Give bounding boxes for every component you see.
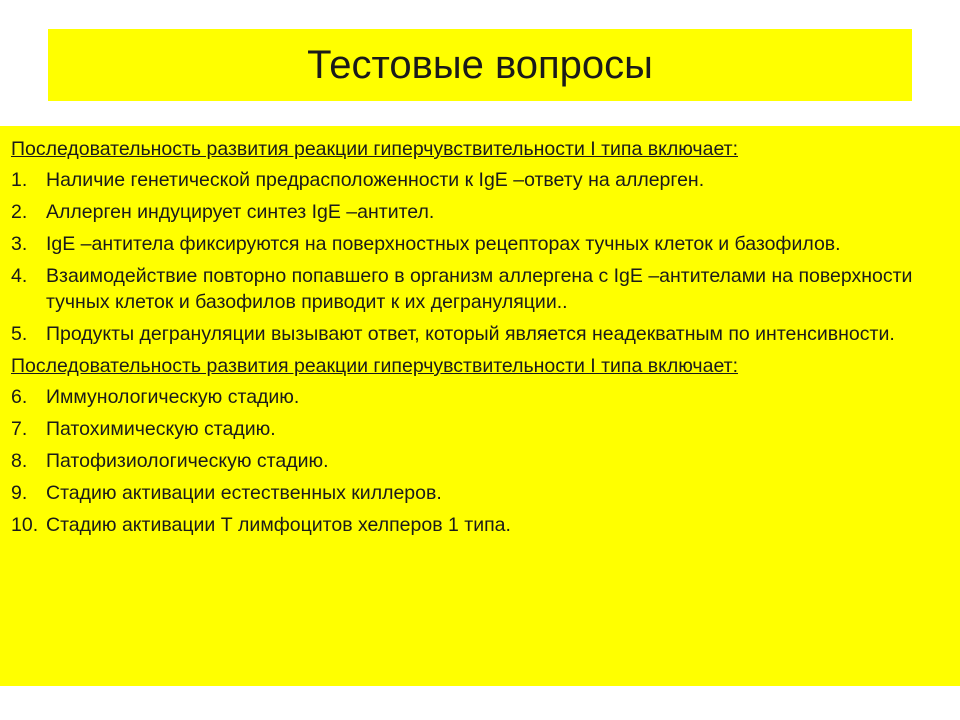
list-item-text: Аллерген индуцирует синтез IgE –антител. [46, 201, 435, 223]
list-item [11, 199, 942, 225]
section-heading-2: Последовательность развития реакции гиперчувствительности I типа включает: [11, 355, 738, 377]
list-item-text: Стадию активации Т лимфоцитов хелперов 1 типа. [46, 514, 511, 536]
list-item [11, 167, 942, 193]
list-item-number: 8. [11, 450, 28, 472]
list-item-number: 9. [11, 482, 28, 504]
list-item-number: 10. [11, 514, 39, 536]
list-item-text: Наличие генетической предрасположенности к IgE –ответу на аллерген. [46, 169, 705, 191]
slide-content [0, 126, 960, 538]
section-heading-1: Последовательность развития реакции гиперчувствительности I типа включает: [11, 138, 738, 160]
list-item [11, 321, 942, 347]
list-item-text: Патохимическую стадию. [46, 418, 276, 440]
list-item [11, 263, 942, 315]
list-item [11, 416, 942, 442]
list-item-number: 3. [11, 233, 28, 255]
list-item-text: Иммунологическую стадию. [46, 386, 300, 408]
list-item-text: Стадию активации естественных киллеров. [46, 482, 442, 504]
list-item [11, 448, 942, 474]
list-item-text: IgE –антитела фиксируются на поверхностных рецепторах тучных клеток и базофилов. [46, 233, 841, 255]
list-item-number: 6. [11, 386, 28, 408]
list-item-number: 1. [11, 169, 28, 191]
title-box [48, 29, 912, 101]
list-item-number: 2. [11, 201, 28, 223]
content-box [0, 126, 960, 686]
list-item-text: Взаимодействие повторно попавшего в организм аллергена с IgE –антителами на поверхности тучных клеток и базофилов приводит к их дегрануляции.. [46, 265, 913, 313]
list-item-number: 7. [11, 418, 28, 440]
list-item [11, 384, 942, 410]
list-item-number: 5. [11, 323, 28, 345]
list-item [11, 512, 942, 538]
slide-title: Тестовые вопросы [307, 42, 653, 87]
list-item-text: Патофизиологическую стадию. [46, 450, 329, 472]
list-item [11, 231, 942, 257]
list-item-text: Продукты дегрануляции вызывают ответ, который является неадекватным по интенсивности. [46, 323, 895, 345]
list-item [11, 480, 942, 506]
list-item-number: 4. [11, 265, 28, 287]
